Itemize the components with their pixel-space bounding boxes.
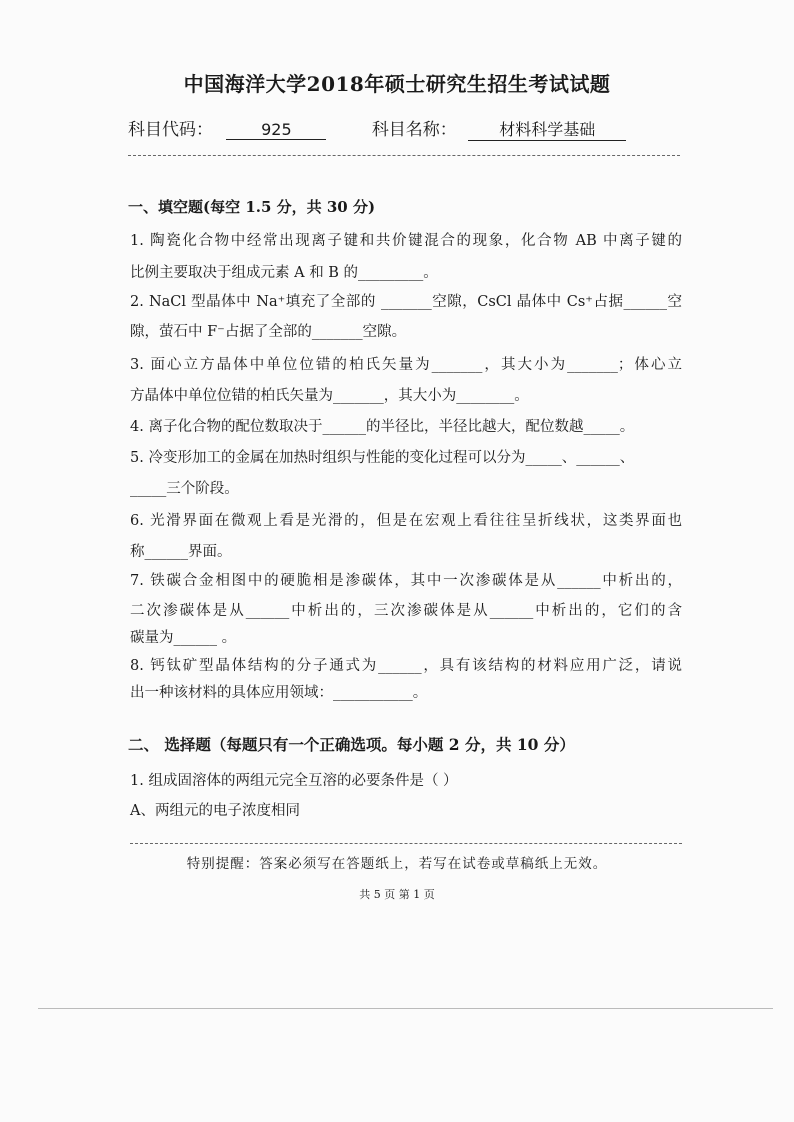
question-line: 2. NaCl 型晶体中 Na⁺填充了全部的 _______空隙，CsCl 晶体中 Cs⁺占据______空: [130, 294, 682, 310]
subject-code: 925: [226, 120, 326, 140]
question-line: 方晶体中单位位错的柏氏矢量为_______，其大小为________。: [130, 388, 529, 404]
section-2-heading: 二、 选择题（每题只有一个正确选项。每小题 2 分，共 10 分）: [128, 735, 575, 754]
option-line: A、两组元的电子浓度相同: [130, 803, 300, 819]
question-line: _____三个阶段。: [130, 481, 239, 497]
exam-title: 中国海洋大学2018年硕士研究生招生考试试题: [183, 72, 611, 96]
page-info: 共 5 页 第 1 页: [359, 888, 435, 901]
question-line: 7. 铁碳合金相图中的硬脆相是渗碳体，其中一次渗碳体是从______中析出的，: [130, 573, 682, 589]
question-line: 6. 光滑界面在微观上看是光滑的，但是在宏观上看往往呈折线状，这类界面也: [130, 513, 682, 529]
question-line: 出一种该材料的具体应用领域：___________。: [130, 685, 428, 701]
subject-name-label: 科目名称：: [371, 120, 457, 140]
question-line: 比例主要取决于组成元素 A 和 B 的_________。: [130, 265, 438, 281]
subject-info: [128, 115, 626, 141]
reminder-note: 特别提醒：答案必须写在答题纸上，若写在试卷或草稿纸上无效。: [186, 856, 608, 872]
question-line: 3. 面心立方晶体中单位位错的柏氏矢量为_______，其大小为_______；体心立: [130, 357, 682, 373]
question-line: 碳量为______ 。: [130, 630, 237, 646]
section-1-heading: 一、填空题(每空 1.5 分，共 30 分): [128, 198, 376, 216]
subject-code-label: 科目代码：: [128, 120, 213, 140]
question-line: 1. 陶瓷化合物中经常出现离子键和共价键混合的现象，化合物 AB 中离子键的: [130, 233, 682, 249]
question-line: 4. 离子化合物的配位数取决于______的半径比，半径比越大，配位数越_____。: [130, 419, 635, 435]
divider-top: [128, 155, 680, 156]
question-line: 1. 组成固溶体的两组元完全互溶的必要条件是（ ）: [130, 773, 458, 789]
subject-name: 材料科学基础: [468, 117, 626, 141]
scan-edge-line: [38, 1008, 773, 1009]
question-line: 二次渗碳体是从______中析出的，三次渗碳体是从______中析出的，它们的含: [130, 603, 682, 619]
question-line: 隙，萤石中 F⁻占据了全部的_______空隙。: [130, 324, 407, 340]
question-line: 5. 冷变形加工的金属在加热时组织与性能的变化过程可以分为_____、______、: [130, 450, 635, 466]
question-line: 8. 钙钛矿型晶体结构的分子通式为______，具有该结构的材料应用广泛，请说: [130, 658, 682, 674]
divider-bottom: [130, 843, 682, 844]
question-line: 称______界面。: [130, 544, 232, 560]
